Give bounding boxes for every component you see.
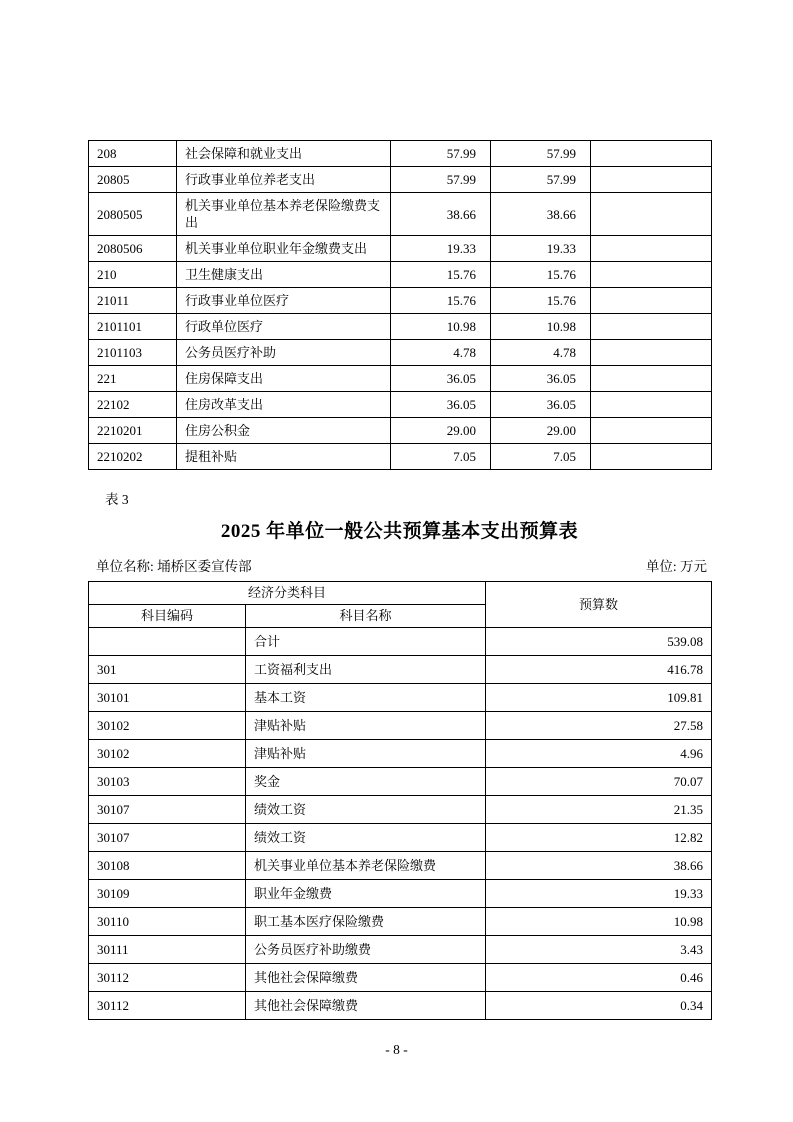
empty-cell — [591, 418, 712, 444]
budget-value-cell: 19.33 — [491, 236, 591, 262]
table-row — [89, 908, 712, 936]
empty-cell — [591, 340, 712, 366]
subject-name-cell: 行政事业单位医疗 — [177, 288, 391, 314]
budget-value-cell: 15.76 — [491, 262, 591, 288]
table-label: 表 3 — [105, 492, 129, 507]
budget-value-cell: 36.05 — [491, 392, 591, 418]
subject-code-cell: 30107 — [89, 796, 246, 824]
budget-value-cell: 4.78 — [491, 340, 591, 366]
budget-amount-cell: 21.35 — [486, 796, 712, 824]
subject-code-cell: 30102 — [89, 740, 246, 768]
table-row — [89, 167, 712, 193]
subject-code-cell: 2101101 — [89, 314, 177, 340]
table-row — [89, 656, 712, 684]
document-title: 2025 年单位一般公共预算基本支出预算表 — [220, 521, 579, 542]
subject-code-cell: 30112 — [89, 992, 246, 1020]
budget-value-cell: 57.99 — [391, 141, 491, 167]
subject-name-cell: 工资福利支出 — [246, 656, 486, 684]
empty-cell — [591, 262, 712, 288]
subject-name-cell: 机关事业单位基本养老保险缴费支出 — [177, 193, 391, 236]
subject-name-cell: 行政单位医疗 — [177, 314, 391, 340]
subject-code-cell: 2101103 — [89, 340, 177, 366]
subject-name-cell: 住房改革支出 — [177, 392, 391, 418]
empty-cell — [591, 141, 712, 167]
subject-name-cell: 其他社会保障缴费 — [246, 992, 486, 1020]
table-row — [89, 340, 712, 366]
subject-code-cell: 210 — [89, 262, 177, 288]
meta-row — [88, 555, 711, 575]
empty-cell — [591, 314, 712, 340]
budget-amount-cell: 0.46 — [486, 964, 712, 992]
subject-code-cell: 301 — [89, 656, 246, 684]
subject-name-cell: 职业年金缴费 — [246, 880, 486, 908]
budget-value-cell: 29.00 — [491, 418, 591, 444]
subject-name-cell: 奖金 — [246, 768, 486, 796]
subject-name-cell: 行政事业单位养老支出 — [177, 167, 391, 193]
unit-of-measure-label: 单位: 万元 — [645, 559, 707, 574]
subject-name-cell: 绩效工资 — [246, 824, 486, 852]
budget-value-cell: 36.05 — [391, 392, 491, 418]
table-row — [89, 880, 712, 908]
budget-amount-cell: 12.82 — [486, 824, 712, 852]
subject-code-cell — [89, 628, 246, 656]
subject-code-cell: 30107 — [89, 824, 246, 852]
basic-expenditure-budget-table — [88, 581, 712, 1020]
budget-value-cell: 57.99 — [491, 141, 591, 167]
empty-cell — [591, 167, 712, 193]
table-row — [89, 796, 712, 824]
table-row — [89, 992, 712, 1020]
budget-amount-cell: 416.78 — [486, 656, 712, 684]
subject-name-cell: 津贴补贴 — [246, 740, 486, 768]
subject-code-cell: 208 — [89, 141, 177, 167]
table-row — [89, 418, 712, 444]
subject-code-cell: 20805 — [89, 167, 177, 193]
subject-name-cell: 公务员医疗补助缴费 — [246, 936, 486, 964]
subject-name-cell: 津贴补贴 — [246, 712, 486, 740]
subject-name-cell: 住房保障支出 — [177, 366, 391, 392]
table-row — [89, 824, 712, 852]
budget-amount-cell: 0.34 — [486, 992, 712, 1020]
subject-name-cell: 卫生健康支出 — [177, 262, 391, 288]
subject-code-cell: 30112 — [89, 964, 246, 992]
subject-code-cell: 30101 — [89, 684, 246, 712]
budget-value-cell: 29.00 — [391, 418, 491, 444]
budget-amount-cell: 27.58 — [486, 712, 712, 740]
empty-cell — [591, 193, 712, 236]
budget-value-cell: 10.98 — [391, 314, 491, 340]
table-row — [89, 712, 712, 740]
subject-code-cell: 30111 — [89, 936, 246, 964]
budget-value-cell: 7.05 — [391, 444, 491, 470]
functional-expenditure-table-body — [89, 141, 712, 470]
table-row — [89, 366, 712, 392]
subject-name-cell: 机关事业单位基本养老保险缴费 — [246, 852, 486, 880]
budget-amount-cell: 19.33 — [486, 880, 712, 908]
subject-name-cell: 机关事业单位职业年金缴费支出 — [177, 236, 391, 262]
budget-amount-cell: 539.08 — [486, 628, 712, 656]
budget-value-cell: 15.76 — [391, 262, 491, 288]
subject-name-cell: 职工基本医疗保险缴费 — [246, 908, 486, 936]
budget-amount-cell: 10.98 — [486, 908, 712, 936]
subject-code-cell: 21011 — [89, 288, 177, 314]
unit-name-label: 单位名称: 埇桥区委宣传部 — [96, 559, 252, 574]
table-row — [89, 740, 712, 768]
header-economic-classification: 经济分类科目 — [89, 582, 486, 605]
subject-code-cell: 2210201 — [89, 418, 177, 444]
subject-code-cell: 2080505 — [89, 193, 177, 236]
table-row — [89, 936, 712, 964]
budget-amount-cell: 70.07 — [486, 768, 712, 796]
budget-amount-cell: 38.66 — [486, 852, 712, 880]
empty-cell — [591, 366, 712, 392]
budget-amount-cell: 3.43 — [486, 936, 712, 964]
subject-name-cell: 其他社会保障缴费 — [246, 964, 486, 992]
table-row — [89, 392, 712, 418]
table-row — [89, 768, 712, 796]
empty-cell — [591, 444, 712, 470]
table-row — [89, 852, 712, 880]
budget-value-cell: 15.76 — [391, 288, 491, 314]
functional-expenditure-table — [88, 140, 712, 470]
subject-code-cell: 22102 — [89, 392, 177, 418]
subject-code-cell: 30110 — [89, 908, 246, 936]
budget-value-cell: 7.05 — [491, 444, 591, 470]
budget-value-cell: 38.66 — [391, 193, 491, 236]
budget-value-cell: 36.05 — [391, 366, 491, 392]
subject-code-cell: 2210202 — [89, 444, 177, 470]
subject-code-cell: 30103 — [89, 768, 246, 796]
budget-amount-cell: 109.81 — [486, 684, 712, 712]
subject-name-cell: 住房公积金 — [177, 418, 391, 444]
table-row — [89, 193, 712, 236]
header-budget-amount: 预算数 — [486, 582, 712, 628]
subject-name-cell: 合计 — [246, 628, 486, 656]
table-row — [89, 141, 712, 167]
table-row — [89, 964, 712, 992]
empty-cell — [591, 288, 712, 314]
table-row — [89, 262, 712, 288]
table-row — [89, 684, 712, 712]
subject-name-cell: 绩效工资 — [246, 796, 486, 824]
budget-value-cell: 57.99 — [491, 167, 591, 193]
subject-code-cell: 2080506 — [89, 236, 177, 262]
budget-value-cell: 57.99 — [391, 167, 491, 193]
subject-name-cell: 公务员医疗补助 — [177, 340, 391, 366]
budget-table-body — [89, 628, 712, 1020]
budget-value-cell: 38.66 — [491, 193, 591, 236]
budget-value-cell: 10.98 — [491, 314, 591, 340]
budget-amount-cell: 4.96 — [486, 740, 712, 768]
subject-name-cell: 社会保障和就业支出 — [177, 141, 391, 167]
table-row — [89, 314, 712, 340]
budget-value-cell: 4.78 — [391, 340, 491, 366]
table-row — [89, 288, 712, 314]
table-row — [89, 236, 712, 262]
page-number: - 8 - — [385, 1042, 408, 1057]
empty-cell — [591, 236, 712, 262]
budget-value-cell: 19.33 — [391, 236, 491, 262]
subject-code-cell: 30108 — [89, 852, 246, 880]
subject-code-cell: 221 — [89, 366, 177, 392]
content-area — [88, 140, 711, 1020]
empty-cell — [591, 392, 712, 418]
budget-value-cell: 36.05 — [491, 366, 591, 392]
budget-table-header — [89, 582, 712, 628]
subject-name-cell: 基本工资 — [246, 684, 486, 712]
subject-code-cell: 30102 — [89, 712, 246, 740]
header-row-group — [89, 582, 712, 605]
header-subject-name: 科目名称 — [246, 605, 486, 628]
subject-code-cell: 30109 — [89, 880, 246, 908]
header-subject-code: 科目编码 — [89, 605, 246, 628]
budget-value-cell: 15.76 — [491, 288, 591, 314]
subject-name-cell: 提租补贴 — [177, 444, 391, 470]
table-row — [89, 628, 712, 656]
table-row — [89, 444, 712, 470]
